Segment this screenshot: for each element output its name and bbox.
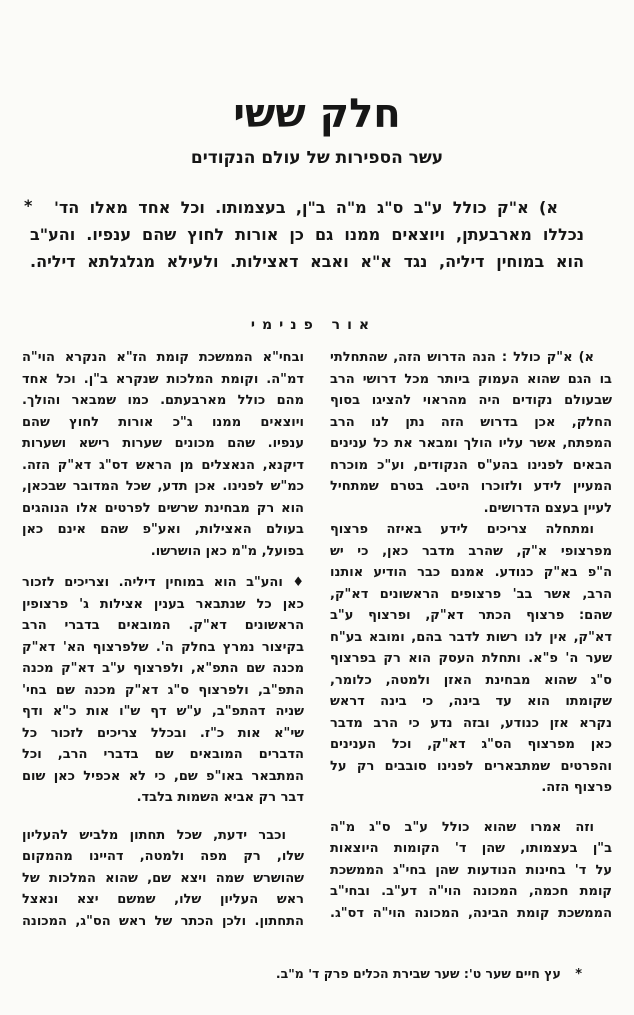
text-line: הראשונים דא"ק. המובאים בדברי הרב <box>22 618 304 633</box>
paragraph <box>22 347 304 562</box>
text-line: כאן מפרצוף הס"ג דא"ק, וכל הענינים <box>330 737 612 752</box>
text-line: קומת חכמה, המכונה הוי"ה דע"ב. ובחי"ב <box>330 884 612 899</box>
text-line: בקיצור נמרץ בחלק ה'. שלפרצוף הא' דא"ק <box>22 639 304 655</box>
text-line: התפ"ב, ולפרצוף ס"ג דא"ק מכנה שם בחי' <box>22 682 304 698</box>
text-line: שניה דהתפ"ב, ע"ש דף ש"ו אות כ"א ודף <box>22 704 304 719</box>
text-line: שקומתו הוא עד בינה, כי בינה דראש <box>330 694 612 709</box>
text-line: התחתון. ולכן הכתר של ראש הס"ג, המכונה <box>22 913 304 929</box>
text-line: ומתחלה צריכים לידע באיזה פרצוף <box>330 522 594 537</box>
text-line: דא"ק, אין לנו רשות לדבר בהם, ומובא בע"ח <box>330 629 612 645</box>
text-line: שלו, רק מפה ולמטה, דהיינו מהמקום <box>22 849 304 864</box>
footnote-reference-asterisk: * <box>24 196 33 215</box>
text-line: הבאים לפנינו בהע"ס הנקודים, וע"כ מוכרח <box>330 457 612 473</box>
text-line: דבר רק אביא השמות בלבד. <box>136 790 304 805</box>
text-line: ובחי"א הממשכת קומת הז"א הנקרא הוי"ה <box>22 350 304 365</box>
footnote-marker: * <box>575 967 582 982</box>
text-line: וזה אמרו שהוא כולל ע"ב ס"ג מ"ה <box>330 819 594 835</box>
text-line: בו הגם שהוא העמוק ביותר מכל דרושי הרב <box>330 371 612 387</box>
paragraph <box>330 347 612 519</box>
footnote <box>0 966 582 982</box>
text-line: פרצוף הזה. <box>541 780 612 795</box>
text-line: הוא רק מבחינת שרשים לפרטים אלו הנוהגים <box>22 500 304 516</box>
text-line: ויוצאים ממנו ג"כ אורות לחוץ שהם <box>22 414 304 430</box>
text-line: כמ"ש לפנינו. אכן תדע, שכל המדובר שבכאן, <box>22 479 304 494</box>
text-line: מכנה שם התפ"א, ולפרצוף ע"ב דא"ק מכנה <box>22 661 304 676</box>
text-line: ה"פ בא"ק כנודע. אמנם כבר הודיע אותנו <box>330 565 612 580</box>
text-line: שהם: פרצוף הכתר דא"ק, ופרצוף ע"ב <box>330 608 612 623</box>
text-line: נכללו מארבעתן, ויוצאים ממנו גם כן אורות לחוץ שהם ענפיו. והע"ב <box>30 225 584 244</box>
text-line: מהם כולל מארבעתם. כמו שמבאר והולך. <box>22 393 304 408</box>
text-line: שבעולם נקודים היה מהראוי להציגו בסוף <box>330 393 612 408</box>
text-line: הממשכת קומת הבינה, המכונה הוי"ה דס"ג. <box>330 905 612 921</box>
text-line: על ד' בחינות הנודעות שהן בחי"ג הממשכת <box>330 862 612 878</box>
text-line: ענפיו. שהם מכונים שערות רישא ושערות <box>22 436 304 451</box>
column-right <box>330 347 612 932</box>
text-line: נקרא אזן כנודע, ובזה נדע כי הרב מדבר <box>330 715 612 731</box>
text-line: שהושרש שמה ויצא שם, שהוא המלכות של <box>22 870 304 886</box>
text-line: הוא במוחין דיליה, נגד א"א ואבא דאצילות. ולעילא מגלגלתא דיליה. <box>30 252 584 271</box>
paragraph <box>330 519 612 799</box>
text-line: הדברים המובאים שם בדברי הרב, וכל <box>22 747 304 762</box>
footnote-text: עץ חיים שער ט': שער שבירת הכלים פרק ד' מ"ב. <box>275 966 561 981</box>
text-line: דיקנא, הנאצלים מן הראש דס"ג דא"ק הזה. <box>22 457 304 473</box>
section-header: אור פנימי <box>250 317 377 333</box>
text-line: לעיין בעצם הדרושים. <box>483 500 612 516</box>
text-line: המתבאר באו"פ שם, כי לא אכפיל כאן שום <box>22 768 304 784</box>
text-line: בפועל, מ"מ כאן הושרשו. <box>150 543 304 559</box>
page-subtitle: עשר הספירות של עולם הנקודים <box>190 148 444 168</box>
text-line: ♦ והע"ב הוא במוחין דיליה. וצריכים לזכור <box>22 575 304 590</box>
paragraph <box>330 817 612 925</box>
text-line: ב"ן בעצמותו, שהן ד' הקומות היוצאות <box>330 841 612 856</box>
text-line: המעיין לידע ולזוכרו היטב. בטרם שמתחיל <box>330 479 612 494</box>
text-line: א) א"ק כולל ע"ב ס"ג מ"ה ב"ן, בעצמותו. וכל אחד מאלו הד' <box>54 198 558 217</box>
two-column-commentary <box>22 347 612 932</box>
text-line: החלק, אכן בדרוש הזה נתן לנו הרב <box>330 414 612 430</box>
text-line: וכבר ידעת, שכל תחתון מלביש להעליון <box>22 827 286 843</box>
column-left <box>22 347 304 932</box>
epigraph <box>24 194 584 275</box>
text-line: שער ה' פ"א. ותחלת העסק הוא רק בפרצוף <box>330 651 612 666</box>
paragraph <box>22 825 304 933</box>
page-title: חלק ששי <box>233 91 401 137</box>
text-line: ראש העליון שלו, שמשם יצא ונאצל <box>22 892 304 907</box>
text-line: דמ"ה. וקומת המלכות שנקרא ב"ן. וכל אחד <box>22 371 304 387</box>
text-line: בעולם האצילות, ואע"פ שהם אינם כאן <box>22 522 304 537</box>
text-line: כאן כל שנתבאר בענין אצילות ג' פרצופין <box>22 596 304 612</box>
text-line: א) א"ק כולל : הנה הדרוש הזה, שהתחלתי <box>330 350 594 365</box>
paragraph <box>22 572 304 809</box>
epigraph-text <box>30 194 584 275</box>
text-line: והפרטים שמתבארים לפנינו סובבים רק על <box>330 758 612 774</box>
text-line: מפרצופי א"ק, שהרב מדבר כאן, כי יש <box>330 543 612 559</box>
paragraph <box>30 194 584 275</box>
text-line: הרב, אשר בב' פרצופים הראשונים דא"ק, <box>330 586 612 602</box>
text-line: המפתח, אשר עליו הולך ומבאר את כל ענינים <box>330 436 612 451</box>
text-line: ס"ג שהוא מבחינת האזן ולמטה, כלומר, <box>330 672 612 688</box>
text-line: שי"א אות כ"ז. ובכלל צריכים לזכור כל <box>22 725 304 741</box>
